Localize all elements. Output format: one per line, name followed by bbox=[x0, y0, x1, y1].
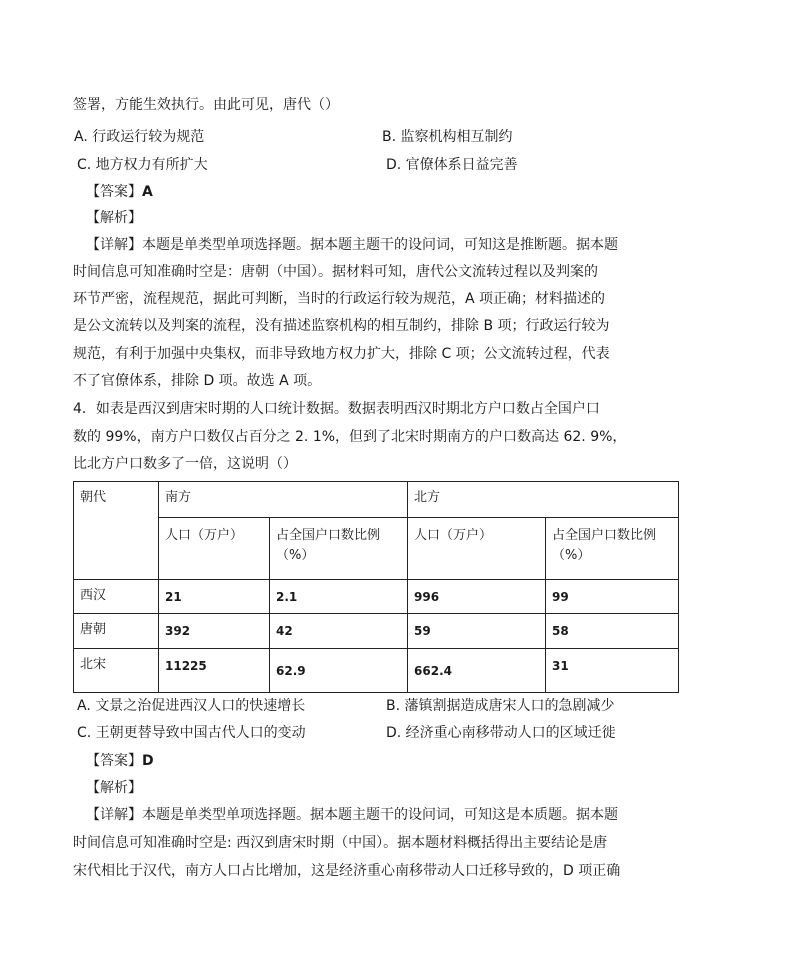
q4-analysis-label: 【解析】 bbox=[86, 780, 142, 796]
q4-option-c: C. 王朝更替导致中国古代人口的变动 bbox=[77, 725, 306, 741]
dynasty-cell: 西汉 bbox=[74, 580, 159, 614]
q3-detail-line: 环节严密，流程规范，据此可判断，当时的行政运行较为规范，A 项正确；材料描述的 bbox=[73, 291, 606, 307]
q4-option-d: D. 经济重心南移带动人口的区域迁徙 bbox=[386, 725, 616, 741]
q3-detail-line: 规范，有利于加强中央集权，而非导致地方权力扩大，排除 C 项；公文流转过程，代表 bbox=[73, 346, 610, 362]
q4-stem-line: 4．如表是西汉到唐宋时期的人口统计数据。数据表明西汉时期北方户口数占全国户口 bbox=[73, 401, 600, 417]
q4-option-a: A. 文景之治促进西汉人口的快速增长 bbox=[77, 698, 306, 714]
q3-answer bbox=[86, 182, 153, 202]
q4-detail-line: 宋代相比于汉代，南方人口占比增加，这是经济重心南移带动人口迁移导致的，D 项正确 bbox=[73, 863, 621, 879]
south-ratio-cell: 42 bbox=[270, 614, 408, 649]
table-row bbox=[74, 649, 679, 693]
south-pop-cell: 11225 bbox=[159, 649, 270, 693]
header-south: 南方 bbox=[159, 482, 408, 518]
q4-answer-label: 【答案】 bbox=[86, 753, 142, 769]
north-ratio-cell: 99 bbox=[546, 580, 679, 614]
south-ratio-cell: 62.9 bbox=[270, 649, 408, 693]
q3-option-d: D. 官僚体系日益完善 bbox=[386, 157, 518, 173]
north-pop-cell: 996 bbox=[408, 580, 546, 614]
q3-analysis-label: 【解析】 bbox=[86, 210, 142, 226]
q3-stem-tail: 签署，方能生效执行。由此可见，唐代（） bbox=[73, 97, 339, 113]
south-pop-cell: 392 bbox=[159, 614, 270, 649]
dynasty-cell: 北宋 bbox=[74, 649, 159, 693]
dynasty-cell: 唐朝 bbox=[74, 614, 159, 649]
q4-option-b: B. 藩镇割据造成唐宋人口的急剧减少 bbox=[386, 698, 615, 714]
q3-detail-line: 是公文流转以及判案的流程，没有描述监察机构的相互制约，排除 B 项；行政运行较为 bbox=[73, 318, 610, 334]
north-pop-cell: 59 bbox=[408, 614, 546, 649]
table-row bbox=[74, 614, 679, 649]
header-north-ratio: 占全国户口数比例（%） bbox=[546, 518, 679, 580]
q3-detail-line: 时间信息可知准确时空是：唐朝（中国）。据材料可知，唐代公文流转过程以及判案的 bbox=[73, 264, 598, 280]
q3-answer-label: 【答案】 bbox=[86, 184, 142, 200]
q4-detail-line: 时间信息可知准确时空是: 西汉到唐宋时期（中国）。据本题材料概括得出主要结论是唐 bbox=[73, 835, 608, 851]
q4-stem-line: 比北方户口数多了一倍，这说明（） bbox=[73, 456, 297, 472]
q3-detail-line: 不了官僚体系，排除 D 项。故选 A 项。 bbox=[73, 373, 322, 389]
header-south-ratio: 占全国户口数比例（%） bbox=[270, 518, 408, 580]
south-ratio-cell: 2.1 bbox=[270, 580, 408, 614]
north-pop-cell: 662.4 bbox=[408, 649, 546, 693]
north-ratio-cell: 58 bbox=[546, 614, 679, 649]
q3-option-a: A. 行政运行较为规范 bbox=[74, 129, 205, 145]
header-north-population: 人口（万户） bbox=[408, 518, 546, 580]
q4-stem-line: 数的 99%，南方户口数仅占百分之 2. 1%，但到了北宋时期南方的户口数高达 62. 9%， bbox=[73, 429, 627, 445]
population-table bbox=[73, 481, 679, 693]
south-pop-cell: 21 bbox=[159, 580, 270, 614]
q3-option-b: B. 监察机构相互制约 bbox=[382, 129, 513, 145]
q3-detail-line: 【详解】本题是单类型单项选择题。据本题主题干的设问词，可知这是推断题。据本题 bbox=[86, 237, 618, 253]
header-north: 北方 bbox=[408, 482, 679, 518]
q4-detail-line: 【详解】本题是单类型单项选择题。据本题主题干的设问词，可知这是本质题。据本题 bbox=[86, 807, 618, 823]
header-dynasty: 朝代 bbox=[74, 482, 159, 580]
table-row bbox=[74, 580, 679, 614]
header-south-population: 人口（万户） bbox=[159, 518, 270, 580]
q3-answer-value: A bbox=[142, 184, 153, 200]
q4-answer-value: D bbox=[142, 753, 154, 769]
north-ratio-cell: 31 bbox=[546, 649, 679, 693]
q4-answer bbox=[86, 751, 154, 771]
q3-option-c: C. 地方权力有所扩大 bbox=[77, 157, 208, 173]
